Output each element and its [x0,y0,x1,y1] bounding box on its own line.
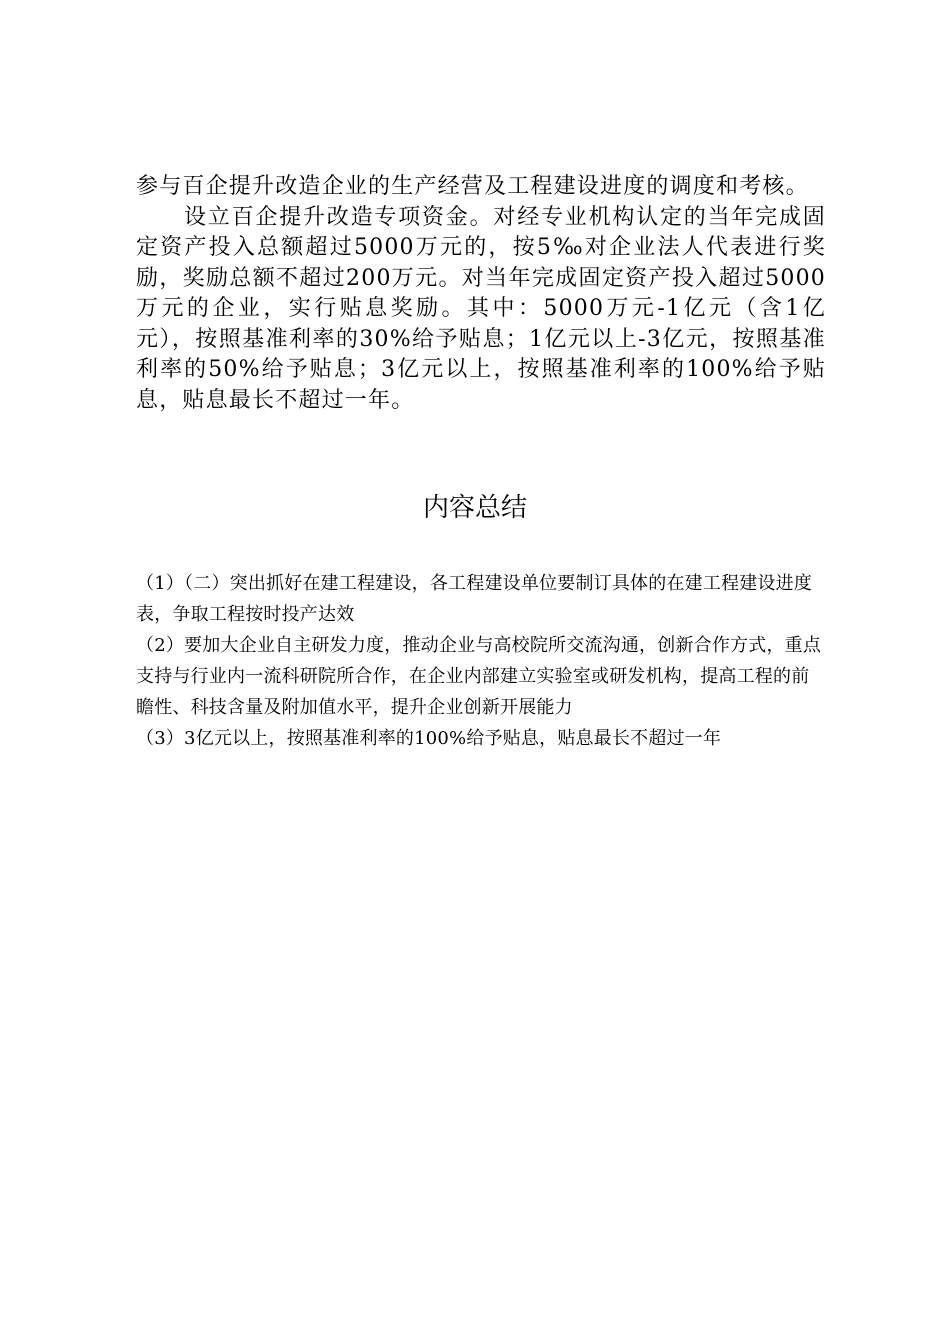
summary-item-3: （3）3亿元以上，按照基准利率的100%给予贴息，贴息最长不超过一年 [136,728,722,749]
summary-item-1: （1）（二）突出抓好在建工程建设，各工程建设单位要制订具体的在建工程建设进度表，争取工程按时投产达效 [136,573,813,625]
summary-list [136,568,826,754]
paragraph-1: 参与百企提升改造企业的生产经营及工程建设进度的调度和考核。 [136,174,809,199]
body-text [136,172,826,416]
summary-title: 内容总结 [422,493,527,523]
paragraph-2: 设立百企提升改造专项资金。对经专业机构认定的当年完成固定资产投入总额超过5000万元的，按5‰对企业法人代表进行奖励，奖励总额不超过200万元。对当年完成固定资产投入超过5000万元的企业，实行贴息奖励。其中：5000万元-1亿元（含1亿元），按照基准利率的30%给予贴息；1亿元以上-3亿元，按照基准利率的50%给予贴息；3亿元以上，按照基准利率的100%给予贴息，贴息最长不超过一年。 [136,204,826,413]
summary-item-2: （2）要加大企业自主研发力度，推动企业与高校院所交流沟通，创新合作方式，重点支持与行业内一流科研院所合作，在企业内部建立实验室或研发机构，提高工程的前瞻性、科技含量及附加值水平，提升企业创新开展能力 [136,635,822,718]
